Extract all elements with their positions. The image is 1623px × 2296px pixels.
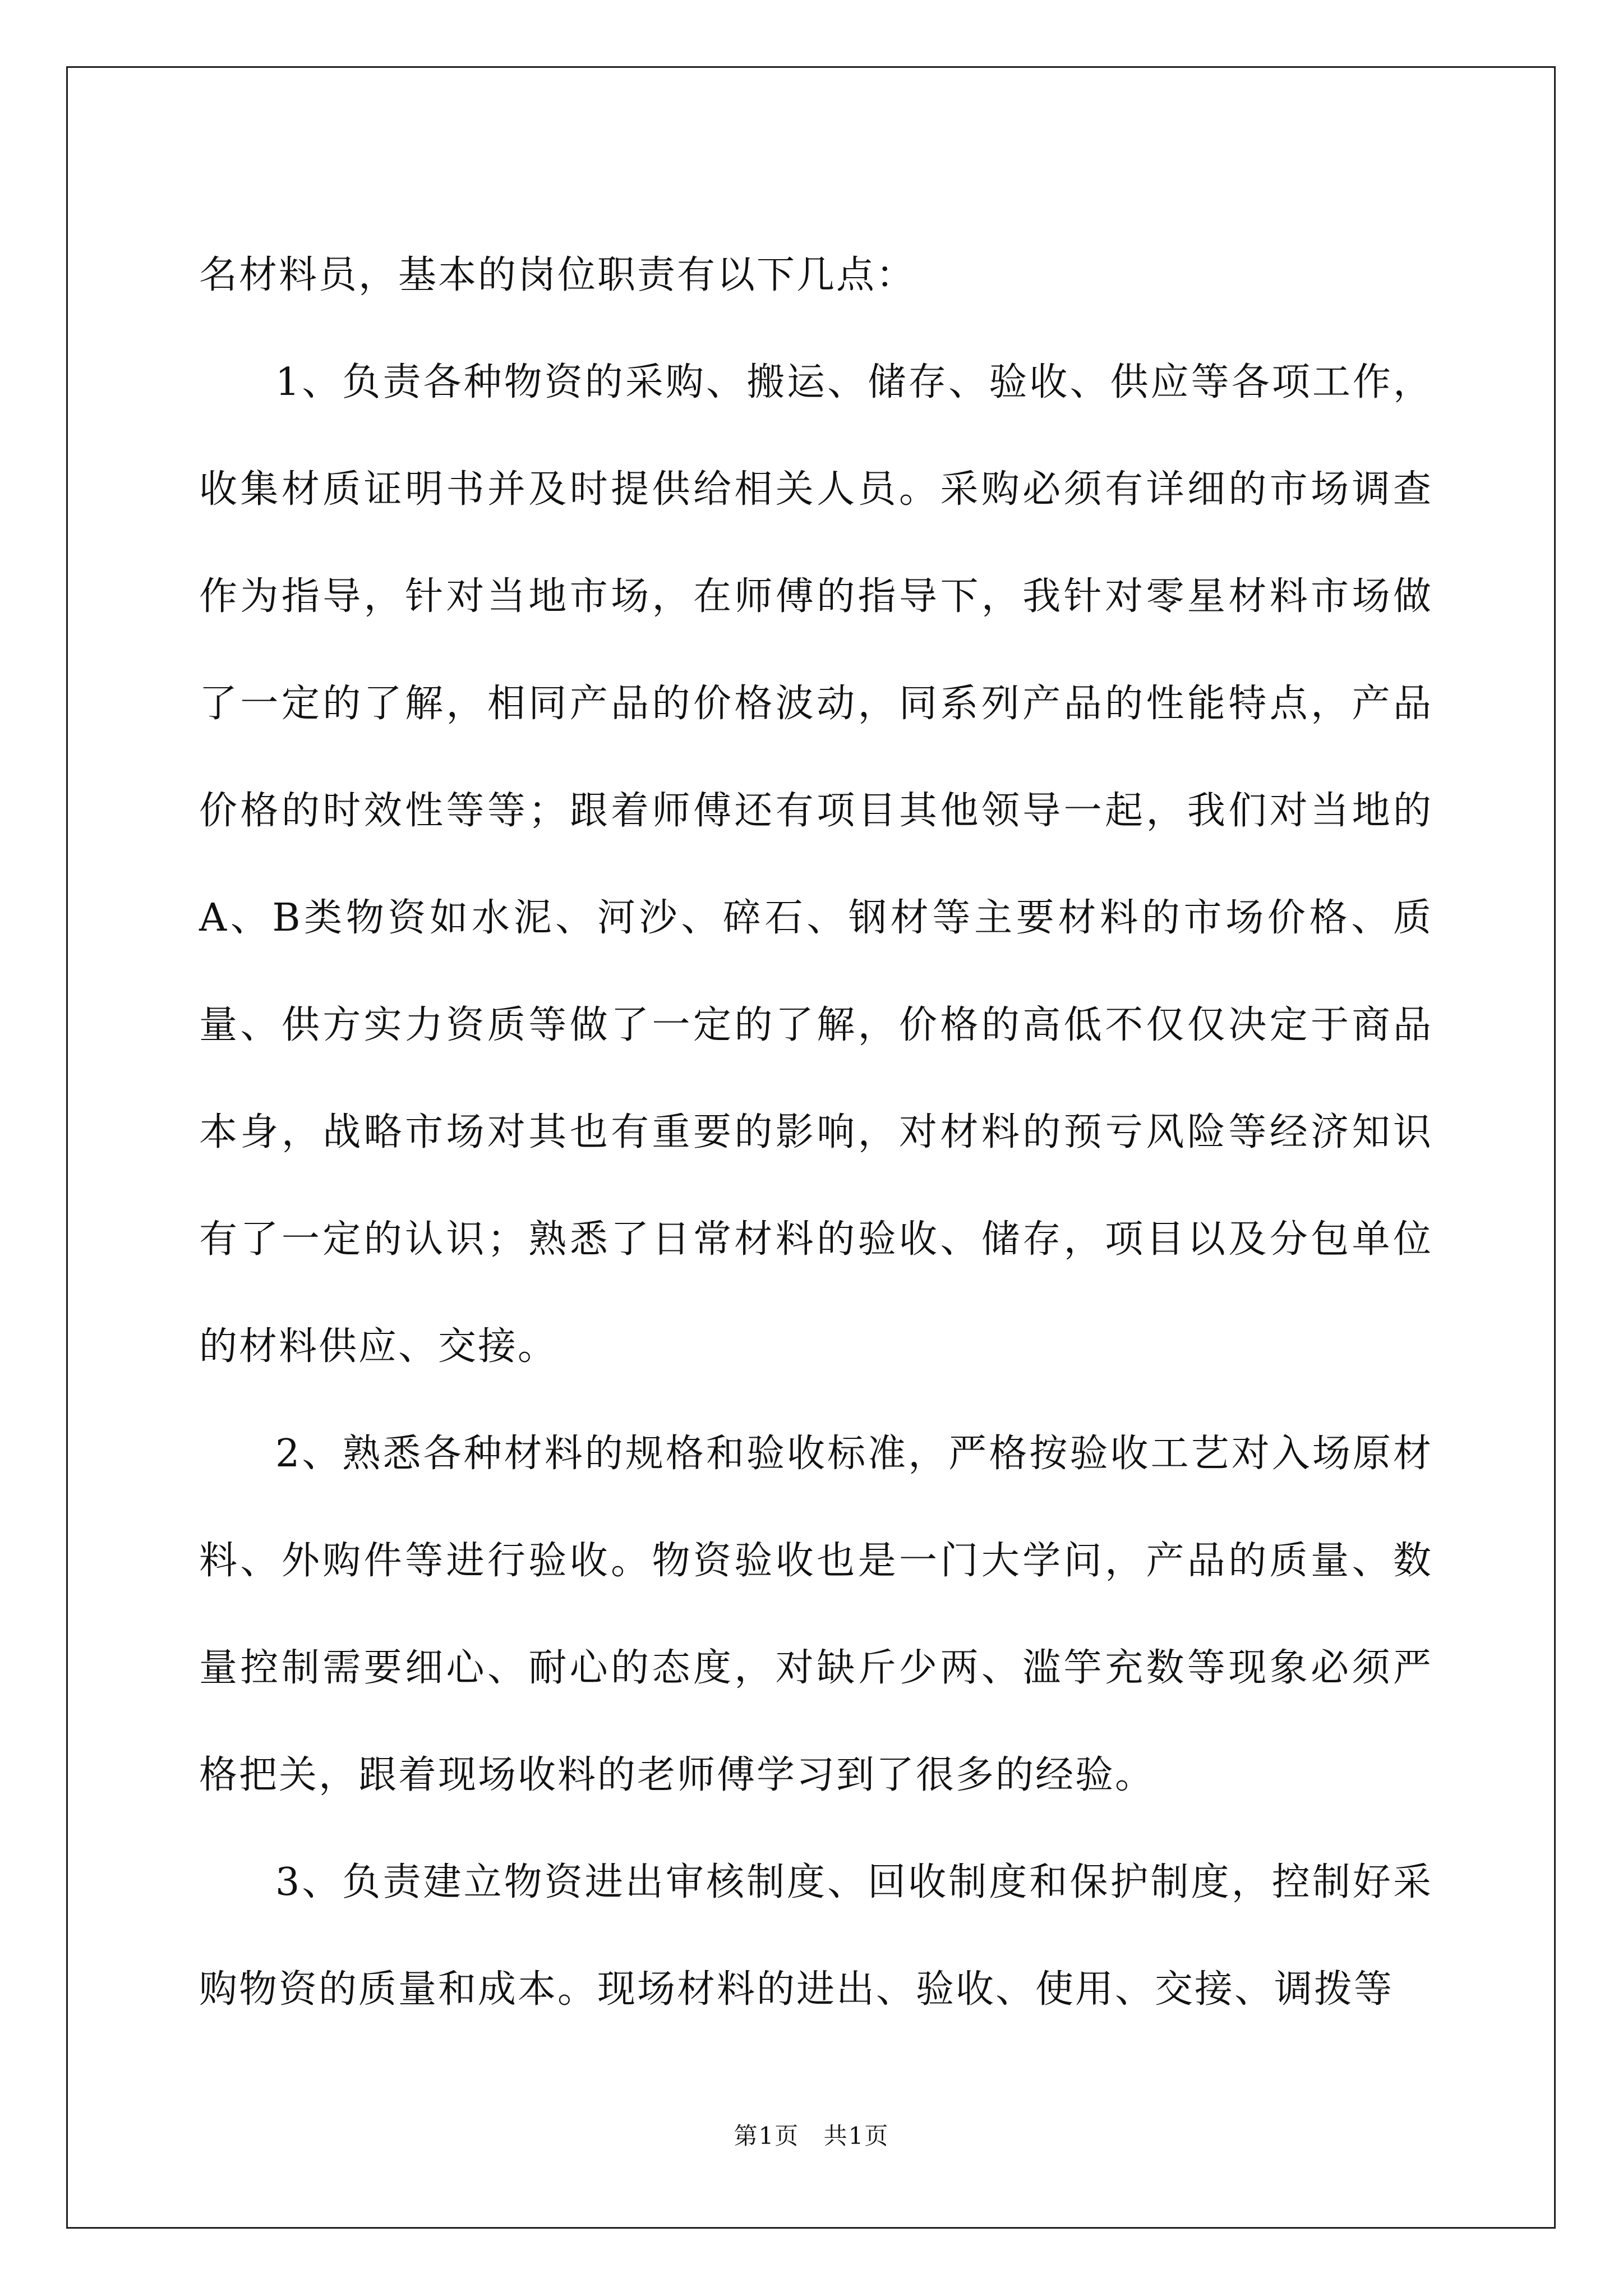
paragraph-duty-3: 3、负责建立物资进出审核制度、回收制度和保护制度，控制好采购物资的质量和成本。现场材料的进出、验收、使用、交接、调拨等 <box>199 1860 1433 2012</box>
paragraph-intro: 名材料员，基本的岗位职责有以下几点： <box>199 253 916 297</box>
page-number-total: 共1页 <box>823 2122 889 2150</box>
page-footer <box>0 2118 1623 2151</box>
page-number-current: 第1页 <box>734 2122 800 2150</box>
paragraph-duty-1: 1、负责各种物资的采购、搬运、储存、验收、供应等各项工作，收集材质证明书并及时提供给相关人员。采购必须有详细的市场调查作为指导，针对当地市场，在师傅的指导下，我针对零星材料市场做了一定的了解，相同产品的价格波动，同系列产品的性能特点，产品价格的时效性等等；跟着师傅还有项目其他领导一起，我们对当地的A、B类物资如水泥、河沙、碎石、钢材等主要材料的市场价格、质量、供方实力资质等做了一定的了解，价格的高低不仅仅决定于商品本身，战略市场对其也有重要的影响，对材料的预亏风险等经济知识有了一定的认识；熟悉了日常材料的验收、储存，项目以及分包单位的材料供应、交接。 <box>199 360 1433 1369</box>
document-body <box>199 222 1433 2043</box>
paragraph-duty-2: 2、熟悉各种材料的规格和验收标准，严格按验收工艺对入场原材料、外购件等进行验收。物资验收也是一门大学问，产品的质量、数量控制需要细心、耐心的态度，对缺斤少两、滥竽充数等现象必须严格把关，跟着现场收料的老师傅学习到了很多的经验。 <box>199 1432 1433 1797</box>
